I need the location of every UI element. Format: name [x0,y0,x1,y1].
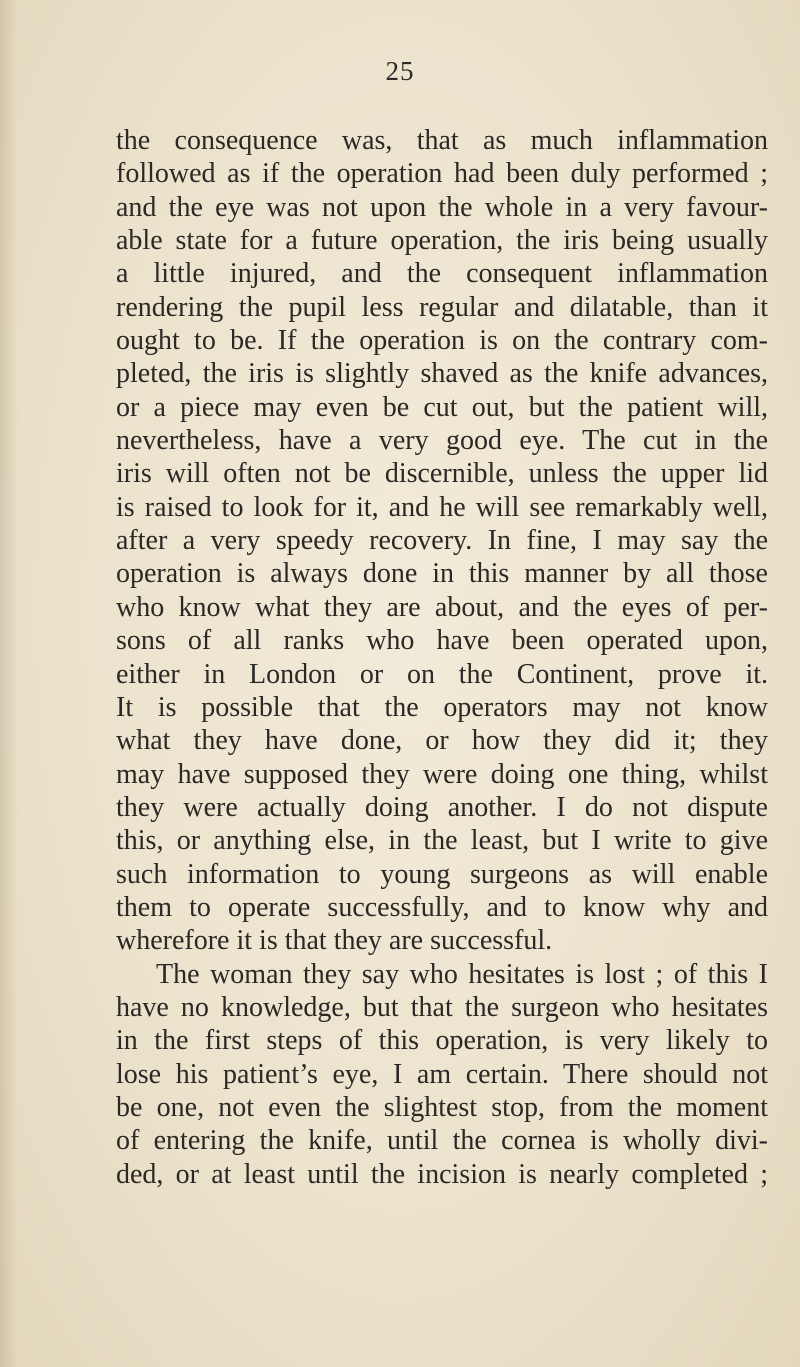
text-line: rendering the pupil less regular and dilatable, than it [116,291,768,323]
text-line: It is possible that the operators may not know [116,691,768,723]
text-line: have no knowledge, but that the surgeon who hesitates [116,991,768,1023]
text-line: may have supposed they were doing one thing, whilst [116,758,768,790]
text-line: ought to be. If the operation is on the contrary com- [116,325,768,357]
text-line: pleted, the iris is slightly shaved as the knife advances, [116,358,768,390]
text-line: the consequence was, that as much inflammation [116,125,768,156]
text-line: able state for a future operation, the iris being usually [116,225,768,257]
text-line: of entering the knife, until the cornea is wholly divi- [116,1125,768,1157]
text-line: iris will often not be discernible, unless the upper lid [116,458,768,490]
text-line: either in London or on the Continent, prove it. [116,658,768,690]
text-line: followed as if the operation had been duly performed ; [116,158,768,190]
paragraph-end-line: wherefore it is that they are successful. [116,925,553,957]
text-line: and the eye was not upon the whole in a very favour- [116,191,768,223]
text-line: who know what they are about, and the eyes of per- [116,591,768,623]
text-line: nevertheless, have a very good eye. The cut in the [116,425,768,457]
text-line: they were actually doing another. I do not dispute [116,791,768,823]
text-line: be one, not even the slightest stop, from the moment [116,1091,768,1123]
text-line: in the first steps of this operation, is very likely to [116,1025,768,1057]
text-line: them to operate successfully, and to know why and [116,891,768,923]
text-line: is raised to look for it, and he will see remarkably well, [116,491,768,523]
page-edge-shadow [0,0,18,1367]
paragraph-start-line: The woman they say who hesitates is lost ; of this I [156,958,768,990]
text-line: this, or anything else, in the least, but I write to give [116,825,768,857]
text-line: such information to young surgeons as will enable [116,858,768,890]
text-line: sons of all ranks who have been operated upon, [116,625,768,657]
text-line: after a very speedy recovery. In fine, I may say the [116,525,768,557]
text-line: or a piece may even be cut out, but the patient will, [116,391,768,423]
body-text [116,124,768,1191]
text-line: what they have done, or how they did it; they [116,725,768,757]
text-line: operation is always done in this manner by all those [116,558,768,590]
text-line: a little injured, and the consequent inflammation [116,258,768,290]
text-line: lose his patient’s eye, I am certain. There should not [116,1058,768,1090]
page-number: 25 [385,56,415,86]
text-line: ded, or at least until the incision is nearly completed ; [116,1158,768,1190]
